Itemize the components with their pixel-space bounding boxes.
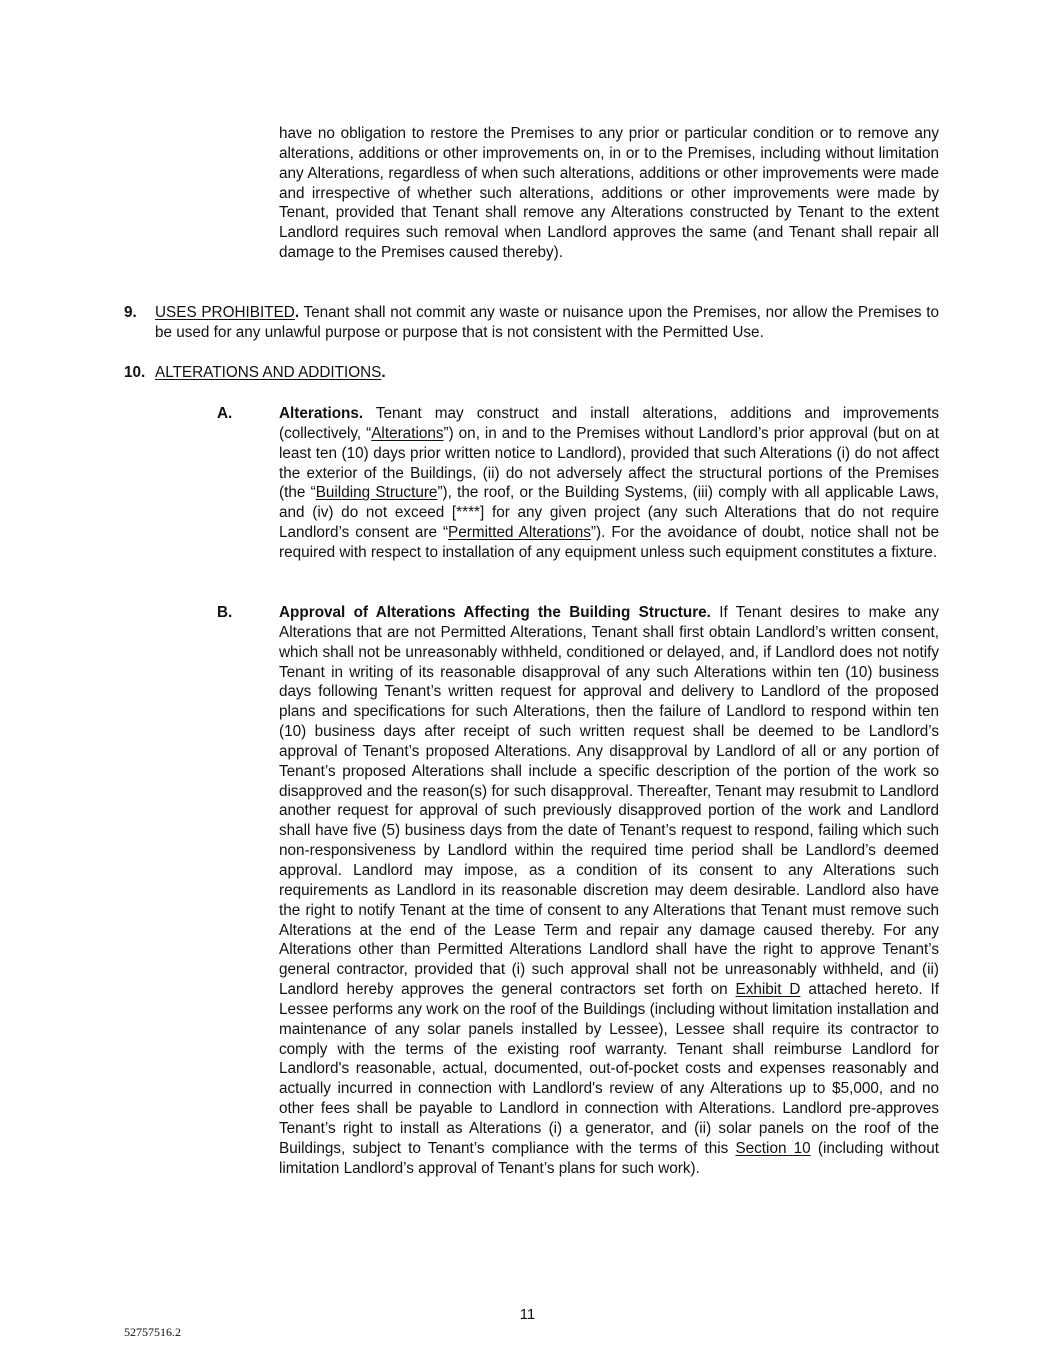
- subsection-a-letter: A.: [217, 405, 233, 422]
- underlined-term: Alterations: [371, 424, 444, 442]
- text-run: attached hereto. If Lessee performs any work on the roof of the Buildings (including without limitation installation and maintenance of any solar panels installed by Lessee), Lessee shall require its contractor to comply with the terms of the existing roof warranty. Tenant shall reimburse Landlord for Landlord's reasonable, actual, documented, out-of-pocket costs and expenses reasonably and actually incurred in connection with Landlord's review of any Alterations up to $5,000, and no other fees shall be payable to Landlord in connection with Alterations. Landlord pre-approves Tenant’s right to install as Alterations (i) a generator, and (ii) solar panels on the roof of the Buildings, subject to Tenant’s compliance with the terms of this: [279, 981, 939, 1157]
- bold-text: Alterations.: [279, 405, 364, 422]
- text-run: have no obligation to restore the Premises to any prior or particular condition or to remove any alterations, additions or other improvements on, in or to the Premises, including without limitation any Alterations, regardless of when such alterations, additions or other improvements were made and irrespective of whether such alterations, additions or other improvements were made by Tenant, provided that Tenant shall remove any Alterations constructed by Tenant to the extent Landlord requires such removal when Landlord approves the same (and Tenant shall repair all damage to the Premises caused thereby).: [279, 125, 939, 262]
- underlined-term: Permitted Alterations: [448, 524, 591, 542]
- continued-paragraph: [279, 124, 939, 263]
- text-run: Tenant shall not commit any waste or nuisance upon the Premises, nor allow the Premises to be used for any unlawful purpose or purpose that is not consistent with the Permitted Use.: [155, 304, 939, 341]
- bold-text: .: [294, 304, 300, 321]
- text-run: ”), the roof, or the Building Systems, (iii) comply with all applicable Laws, and (iv) do not exceed [****] for any given project (any such Alterations that do not require Landlord’s consent are “: [279, 484, 939, 542]
- text-run: ”). For the avoidance of doubt, notice shall not be required with respect to installation of any equipment unless such equipment constitutes a fixture.: [279, 524, 940, 561]
- page-number: 11: [519, 1306, 536, 1323]
- text-run: Tenant may construct and install alterations, additions and improvements (collectively, “: [279, 405, 939, 442]
- underlined-term: Building Structure: [315, 484, 438, 502]
- section-10-number: 10.: [124, 364, 146, 381]
- text-run: If Tenant desires to make any Alterations that are not Permitted Alterations, Tenant shall first obtain Landlord’s written consent, which shall not be unreasonably withheld, conditioned or delayed, and, if Landlord does not notify Tenant in writing of its reasonable disapproval of any such Alterations within ten (10) business days following Tenant’s written request for approval and delivery to Landlord of the proposed plans and specifications for such Alterations, then the failure of Landlord to respond within ten (10) business days after receipt of such written request shall be deemed to be Landlord’s approval of Tenant’s proposed Alterations. Any disapproval by Landlord of all or any portion of Tenant’s proposed Alterations shall include a specific description of the portion of the work so disapproved and the reason(s) for such disapproval. Thereafter, Tenant may resubmit to Landlord another request for approval of such previously disapproved portion of the work and Landlord shall have five (5) business days from the date of Tenant’s request to respond, failing which such non-responsiveness by Landlord within the required time period shall be Landlord’s deemed approval. Landlord may impose, as a condition of its consent to any Alterations such requirements as Landlord in its reasonable discretion may deem desirable. Landlord also have the right to notify Tenant at the time of consent to any Alterations that Tenant must remove such Alterations at the end of the Lease Term and repair any damage caused thereby. For any Alterations other than Permitted Alterations Landlord shall have the right to approve Tenant’s general contractor, provided that (i) such approval shall not be unreasonably withheld, and (ii) Landlord hereby approves the general contractors set forth on: [279, 604, 939, 999]
- section-9-number: 9.: [124, 304, 137, 321]
- bold-text: .: [381, 364, 386, 381]
- underlined-term: Section 10: [735, 1139, 811, 1157]
- underlined-term: USES PROHIBITED: [155, 304, 295, 321]
- bold-text: Approval of Alterations Affecting the Building Structure.: [279, 604, 711, 621]
- section-9-text: [155, 303, 939, 343]
- text-run: ”) on, in and to the Premises without Landlord’s prior approval (but on at least ten (10) days prior written notice to Landlord), provided that such Alterations (i) do not affect the exterior of the Buildings, (ii) do not adversely affect the structural portions of the Premises (the “: [279, 424, 939, 502]
- section-10-heading: [155, 363, 386, 383]
- underlined-term: Exhibit D: [735, 981, 801, 999]
- subsection-b-text: [279, 603, 939, 1178]
- text-run: (including without limitation Landlord’s approval of Tenant’s plans for such work).: [279, 1139, 939, 1177]
- underlined-term: ALTERATIONS AND ADDITIONS: [155, 364, 382, 381]
- subsection-a-text: [279, 404, 939, 563]
- document-id: 52757516.2: [124, 1325, 181, 1339]
- subsection-b-letter: B.: [217, 604, 233, 621]
